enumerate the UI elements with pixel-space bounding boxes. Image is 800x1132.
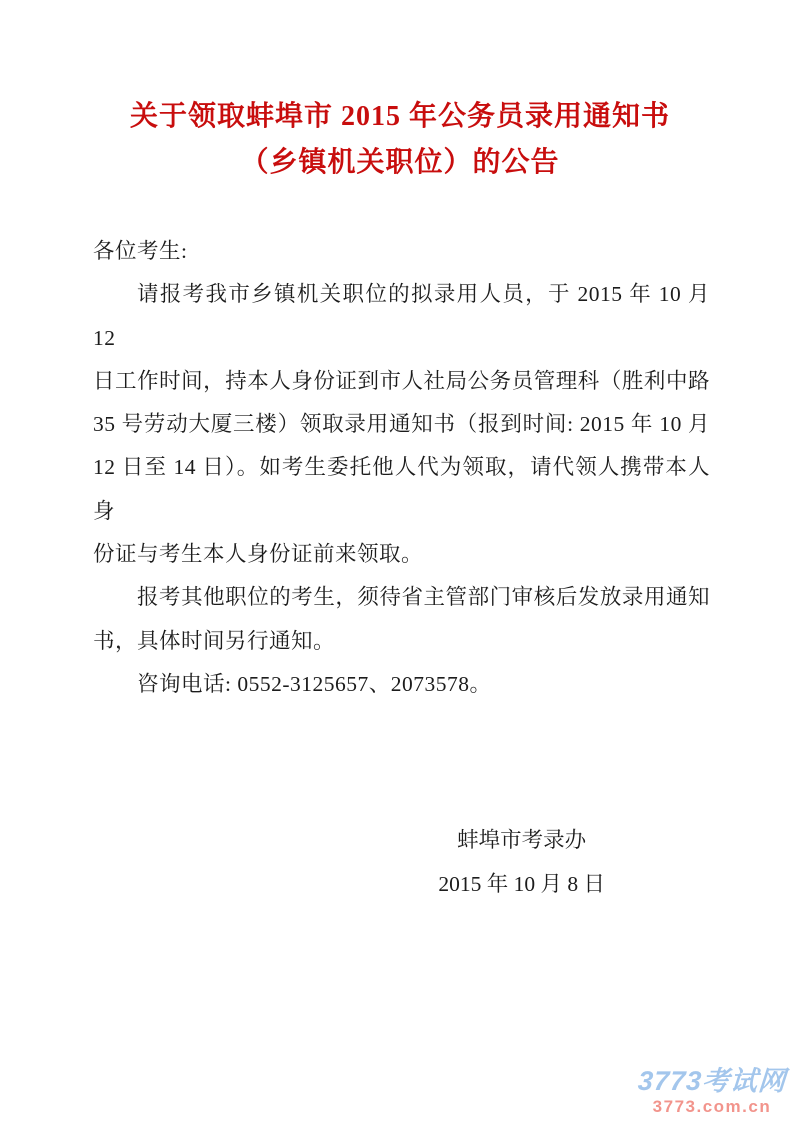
watermark-site-url: 3773.com.cn [652, 1097, 772, 1116]
contact-phone-line: 咨询电话: 0552-3125657、2073578。 [137, 671, 492, 696]
paragraph-1-line-4: 12 日至 14 日）。如考生委托他人代为领取，请代领人携带本人身 [93, 455, 710, 523]
paragraph-2-line-2: 书，具体时间另行通知。 [93, 628, 336, 653]
paragraph-1-line-2: 日工作时间，持本人身份证到市人社局公务员管理科（胜利中路 [93, 368, 710, 393]
title-line-1: 关于领取蚌埠市 2015 年公务员录用通知书 [129, 101, 670, 132]
signature-date: 2015 年 10 月 8 日 [438, 872, 605, 897]
document-body [93, 230, 716, 706]
salutation: 各位考生: [93, 239, 188, 263]
document-title [0, 0, 800, 186]
signature-org: 蚌埠市考录办 [457, 828, 587, 853]
watermark [638, 1068, 786, 1115]
watermark-site-name: 3773考试网 [636, 1066, 788, 1096]
signature-block [438, 818, 605, 906]
paragraph-1-line-5: 份证与考生本人身份证前来领取。 [93, 542, 424, 567]
paragraph-1-line-1: 请报考我市乡镇机关职位的拟录用人员，于 2015 年 10 月 12 [93, 282, 716, 350]
title-line-2: （乡镇机关职位）的公告 [240, 147, 560, 178]
paragraph-2-line-1: 报考其他职位的考生，须待省主管部门审核后发放录用通知 [137, 585, 710, 610]
paragraph-1-line-3: 35 号劳动大厦三楼）领取录用通知书（报到时间: 2015 年 10 月 [93, 412, 710, 437]
